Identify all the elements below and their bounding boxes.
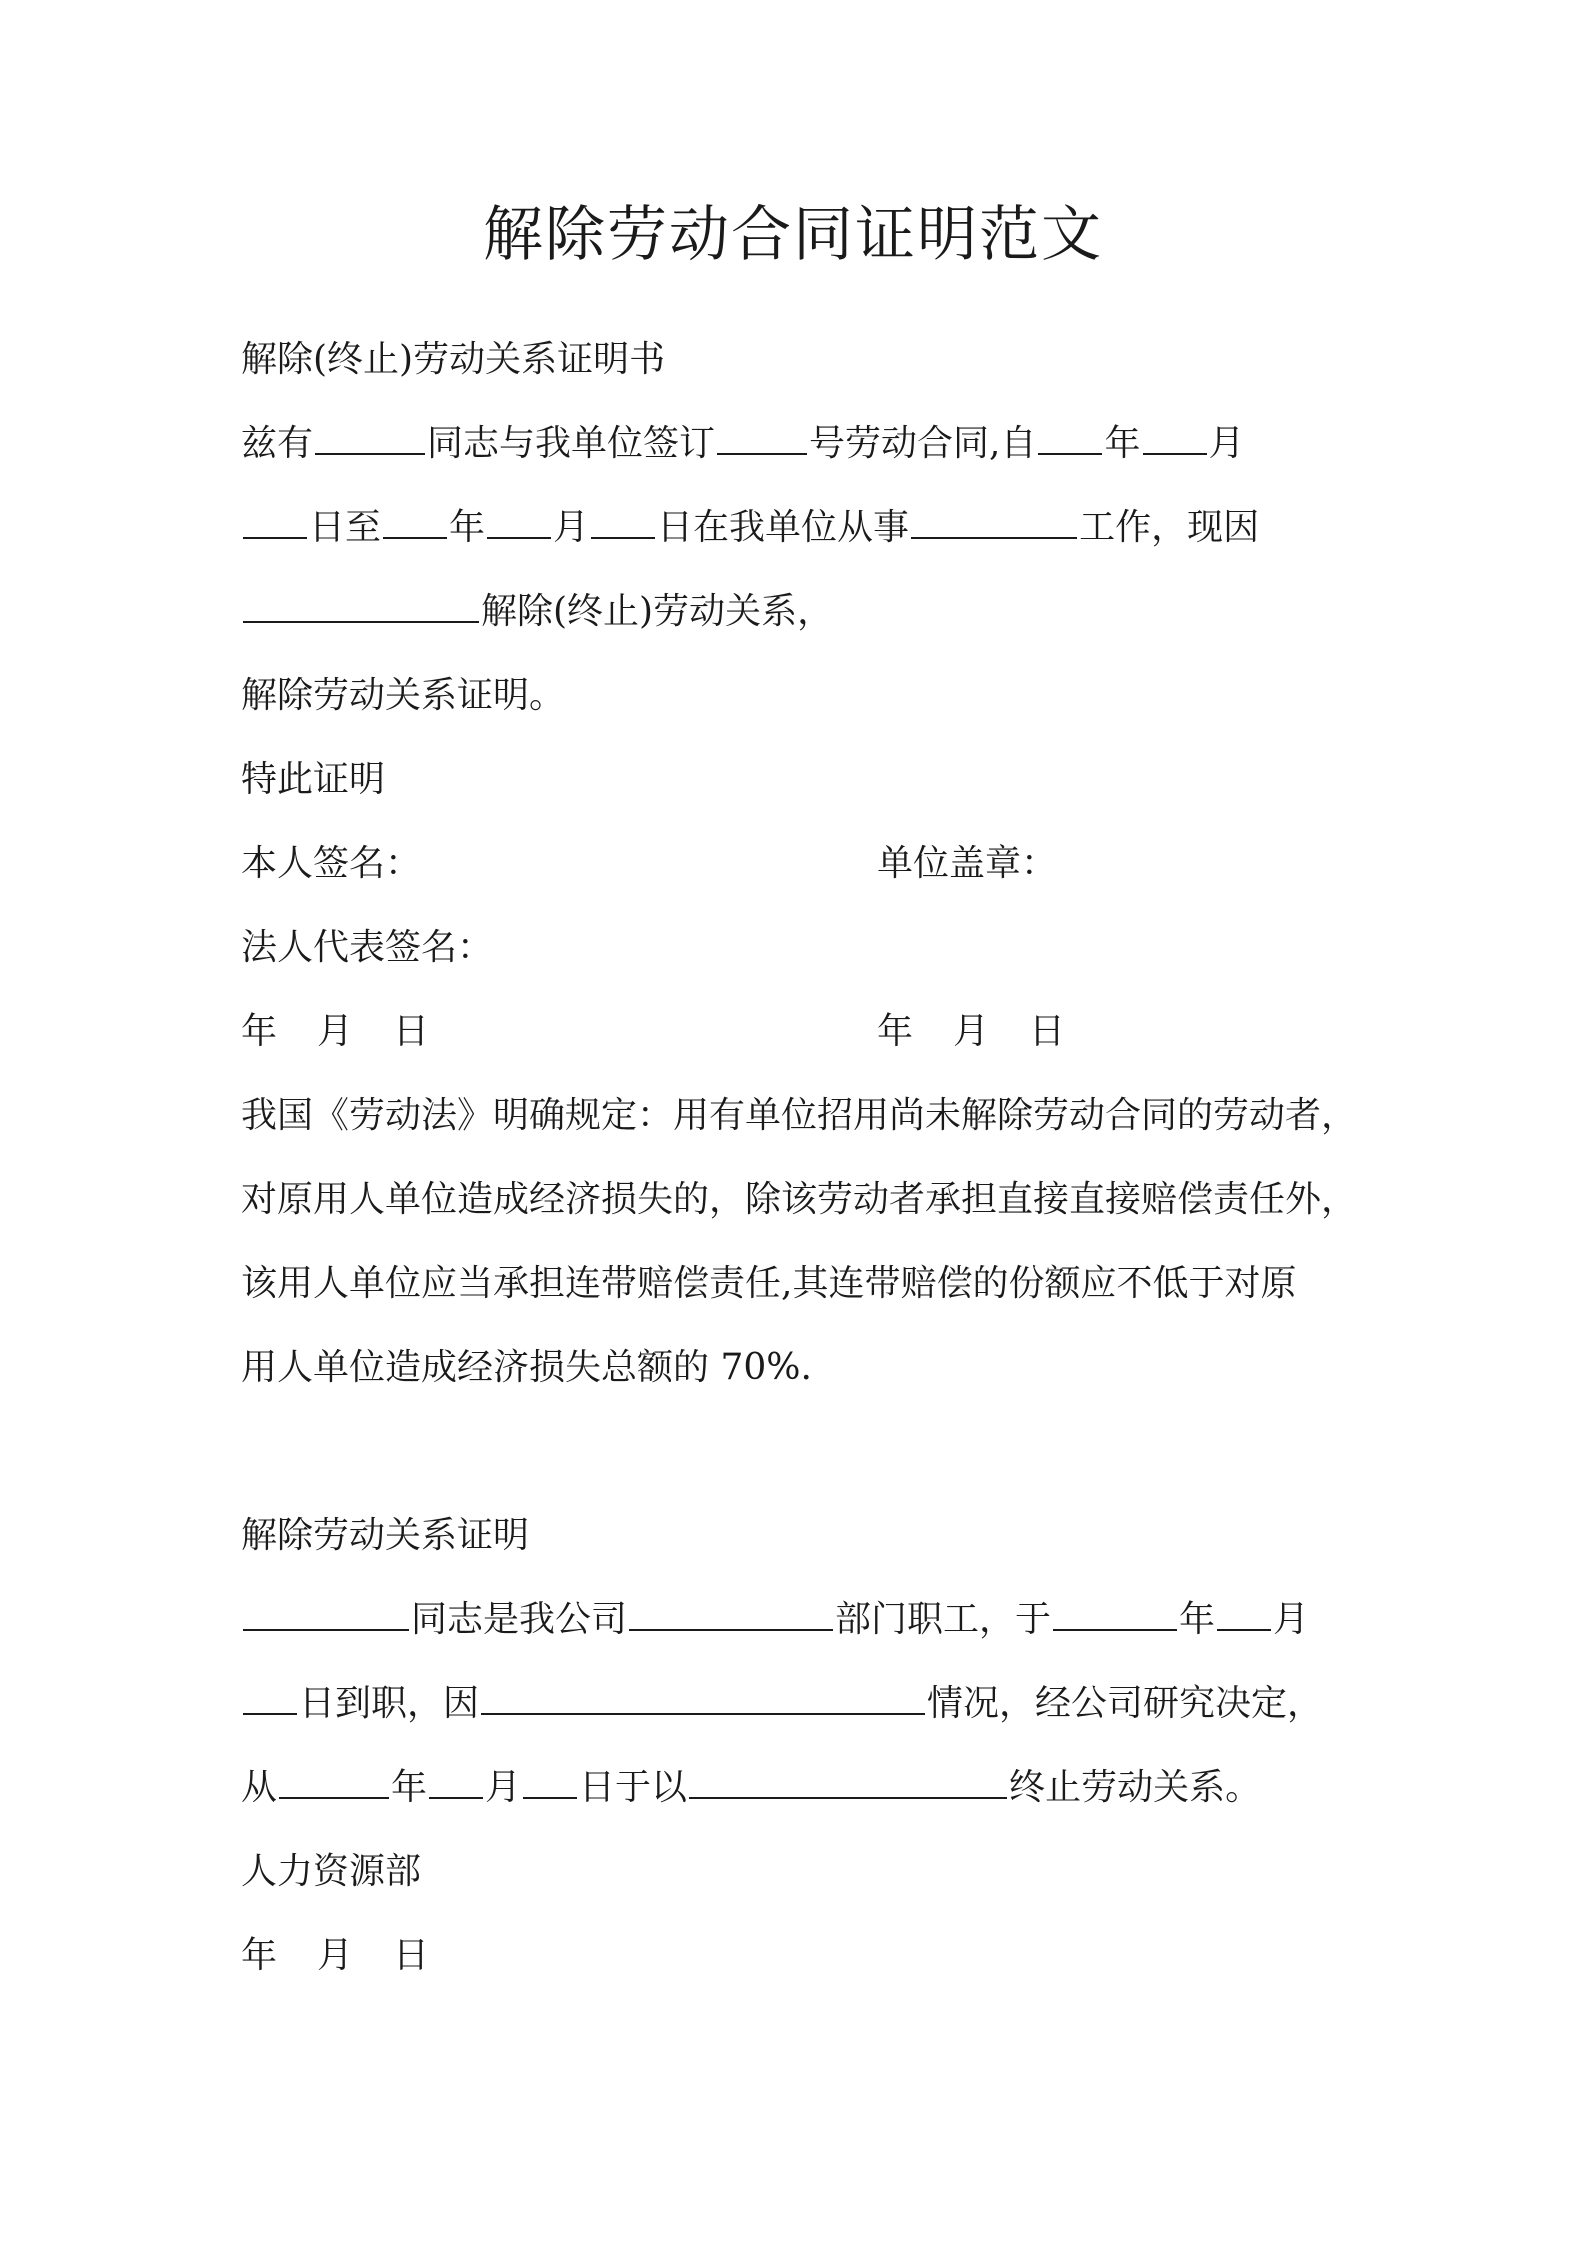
text: 日至	[309, 507, 382, 548]
date-row	[241, 1008, 1341, 1056]
blank-day	[591, 507, 655, 539]
blank-year	[279, 1767, 389, 1799]
certificate1-heading: 解除(终止)劳动关系证明书	[241, 339, 666, 380]
hr-department: 人力资源部	[241, 1851, 422, 1892]
text: 日于以	[579, 1767, 688, 1808]
text: 解除(终止)劳动关系，	[481, 591, 834, 632]
text: 从	[241, 1767, 278, 1808]
text: 月	[1208, 423, 1245, 464]
seal-label: 单位盖章：	[877, 843, 1058, 884]
signature-self-label: 本人签名：	[241, 843, 422, 884]
text: 月	[1273, 1599, 1310, 1640]
certificate1-line2	[241, 504, 1259, 552]
blank-month	[487, 507, 551, 539]
certificate2-line1	[241, 1596, 1309, 1644]
month-label: 月	[317, 1935, 354, 1976]
blank-month	[1217, 1599, 1271, 1631]
certificate1-line4: 解除劳动关系证明。	[241, 675, 566, 716]
blank-situation	[481, 1683, 925, 1715]
text: 号劳动合同,自	[809, 423, 1037, 464]
certificate2-line2	[241, 1680, 1323, 1728]
text: 情况，经公司研究决定，	[927, 1683, 1324, 1724]
blank-job	[911, 507, 1077, 539]
day-label: 日	[393, 1935, 430, 1976]
text: 日到职，因	[299, 1683, 480, 1724]
blank-month	[429, 1767, 483, 1799]
signature-row	[241, 840, 1341, 888]
text: 工作，现因	[1079, 507, 1260, 548]
document-title: 解除劳动合同证明范文	[483, 200, 1103, 270]
law-note-line1: 我国《劳动法》明确规定：用有单位招用尚未解除劳动合同的劳动者，	[241, 1095, 1358, 1136]
text: 年	[1104, 423, 1141, 464]
month-label: 月	[317, 1011, 354, 1052]
month-label: 月	[953, 1011, 990, 1052]
certificate2-date	[241, 1932, 429, 1980]
blank-year	[1038, 423, 1102, 455]
certificate2-line3	[241, 1764, 1261, 1812]
blank-contract-no	[717, 423, 807, 455]
text: 年	[391, 1767, 428, 1808]
day-label: 日	[1029, 1011, 1066, 1052]
text: 年	[449, 507, 486, 548]
text: 部门职工，于	[835, 1599, 1052, 1640]
blank-method	[689, 1767, 1007, 1799]
text: 同志与我单位签订	[427, 423, 716, 464]
law-note-line4: 用人单位造成经济损失总额的 70%.	[241, 1347, 812, 1388]
blank-day	[243, 507, 307, 539]
blank-day	[523, 1767, 577, 1799]
blank-reason	[243, 591, 479, 623]
certificate2-heading: 解除劳动关系证明	[241, 1515, 530, 1556]
law-note-line3: 该用人单位应当承担连带赔偿责任,其连带赔偿的份额应不低于对原	[241, 1263, 1297, 1304]
text: 同志是我公司	[411, 1599, 628, 1640]
text: 日在我单位从事	[657, 507, 910, 548]
text: 兹有	[241, 423, 314, 464]
year-label: 年	[241, 1011, 278, 1052]
certificate1-line1	[241, 420, 1245, 468]
date-right	[877, 1008, 1065, 1056]
blank-year	[383, 507, 447, 539]
blank-year	[1053, 1599, 1177, 1631]
text: 月	[485, 1767, 522, 1808]
text: 年	[1179, 1599, 1216, 1640]
year-label: 年	[241, 1935, 278, 1976]
blank-name	[315, 423, 425, 455]
blank-department	[629, 1599, 833, 1631]
date-left	[241, 1011, 429, 1052]
certificate1-line5: 特此证明	[241, 759, 386, 800]
text: 月	[553, 507, 590, 548]
text: 终止劳动关系。	[1009, 1767, 1262, 1808]
law-note-line2: 对原用人单位造成经济损失的，除该劳动者承担直接直接赔偿责任外，	[241, 1179, 1358, 1220]
year-label: 年	[877, 1011, 914, 1052]
day-label: 日	[393, 1011, 430, 1052]
blank-month	[1143, 423, 1207, 455]
blank-name	[243, 1599, 409, 1631]
legal-rep-label: 法人代表签名：	[241, 927, 494, 968]
certificate1-line3	[241, 588, 833, 636]
blank-day	[243, 1683, 297, 1715]
